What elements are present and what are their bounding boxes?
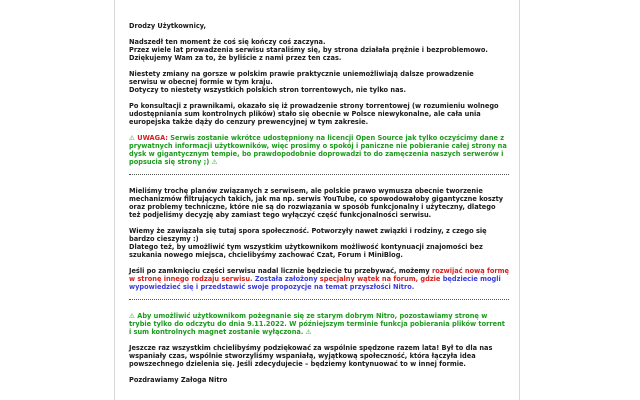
notice-page bbox=[114, 0, 520, 400]
farewell-date: 9.11.2022 bbox=[247, 320, 285, 328]
warning-icon: ⚠ bbox=[129, 134, 135, 142]
closure-text: Jeśli po zamknięciu części serwisu nadal licznie będziecie tu przebywać, możemy bbox=[129, 267, 430, 275]
community-line: Dlatego też, by umożliwić tym wszystkim użytkownikom możliwość kontynuacji znajomości bez szukania nowego miejsca, chcielibyśmy zachować Czat, Forum i MiniBlog. bbox=[129, 243, 483, 259]
intro-line: Nadszedł ten moment że coś się kończy coś zaczyna. bbox=[129, 38, 326, 46]
changes-paragraph bbox=[129, 70, 509, 94]
community-line: Wiemy że zawiązała się tutaj spora społeczność. Potworzyły nawet związki i rodziny, z czego się bardzo cieszymy :) bbox=[129, 227, 487, 243]
closure-text: , gdzie bbox=[415, 275, 441, 283]
changes-line: Niestety zmiany na gorsze w polskim prawie praktycznie uniemożliwiają dalsze prowadzenie bbox=[129, 70, 474, 78]
signature: Pozdrawiamy Załoga Nitro bbox=[129, 376, 228, 384]
changes-line: Dotyczy to niestety wszystkich polskich stron torrentowych, nie tylko nas. bbox=[129, 86, 406, 94]
intro-line: Dziękujemy Wam za to, że byliście z nami przez ten czas. bbox=[129, 54, 342, 62]
changes-line: serwisu w obecnej formie w tym kraju. bbox=[129, 78, 273, 86]
warning-icon: ⚠ bbox=[211, 158, 218, 166]
divider bbox=[129, 299, 509, 300]
plans-paragraph: Mieliśmy trochę planów związanych z serwisem, ale polskie prawo wymusza obecnie tworzenie mechanizmów filtrujących takich, jak ma np. serwis YouTube, co spowodowałoby gigantyczne koszty oraz problemy techniczne, które nie są do rozwiązania w sposób funkcjonalny i użyteczny, dlatego też podjeliśmy decyzję aby zamiast tego wyłączyć część funkcjonalności serwisu. bbox=[129, 187, 504, 219]
forum-thread-link[interactable]: specjalny wątek na forum bbox=[319, 275, 416, 283]
thanks-paragraph: Jeszcze raz wszystkim chcielibyśmy podziękować za wspólnie spędzone razem lata! Był to dla nas wspaniały czas, wspólnie stworzyliśmy wspaniałą, wyjątkową społeczność, która łączyła idea powszechnego dzielenia się. Jeśli zdecydujecie – będziemy kontynuować to w innej formie. bbox=[129, 344, 493, 368]
warning-icon: ⚠ bbox=[305, 328, 312, 336]
intro-line: Przez wiele lat prowadzenia serwisu staraliśmy się, by strona działała prężnie i bezproblemowo. bbox=[129, 46, 488, 54]
greeting: Drodzy Użytkownicy, bbox=[129, 22, 207, 30]
farewell-paragraph bbox=[129, 312, 509, 336]
farewell-text: . W późniejszym terminie funkcja pobierania plików torrent i sum kontrolnych magnet zostanie wyłączona. bbox=[129, 320, 505, 336]
proposals-link[interactable]: będziecie mogli wypowiedzieć się i przedstawić swoje propozycje na temat przyszłości Nitro. bbox=[129, 275, 501, 291]
divider bbox=[129, 174, 509, 175]
notice-content bbox=[129, 22, 509, 392]
warning-icon: ⚠ bbox=[129, 312, 135, 320]
new-form-link[interactable]: rozwijać nową formę w stronę innego rodzaju serwisu. bbox=[129, 267, 509, 283]
closure-text: Została założony bbox=[254, 275, 318, 283]
closure-paragraph bbox=[129, 267, 509, 291]
warning-label: UWAGA: bbox=[137, 134, 168, 142]
community-paragraph bbox=[129, 227, 509, 259]
warning-text: Serwis zostanie wkrótce udostępniony na licencji Open Source jak tylko oczyścimy dane z prywatnych informacji użytkowników, więc prosimy o spokój i paniczne nie pobieranie całej strony na dysk w gigantycznym tempie, bo prawdopodobnie doprowadzi to do zamęczenia naszych serwerów i popsucia się strony ;) bbox=[129, 134, 507, 166]
consult-paragraph: Po konsultacji z prawnikami, okazało się iż prowadzenie strony torrentowej (w rozumieniu wolnego udostępniania sum kontrolnych plików) stało się obecnie w Polsce niewykonalne, ale cała unia europejska także dąży do cenzury prewencyjnej w tym zakresie. bbox=[129, 102, 499, 126]
warning-paragraph bbox=[129, 134, 509, 166]
farewell-text: Aby umożliwić użytkownikom pożegnanie się ze starym dobrym Nitro, pozostawiamy stronę w trybie tylko do odczytu do dnia bbox=[129, 312, 488, 328]
intro-paragraph bbox=[129, 38, 509, 62]
